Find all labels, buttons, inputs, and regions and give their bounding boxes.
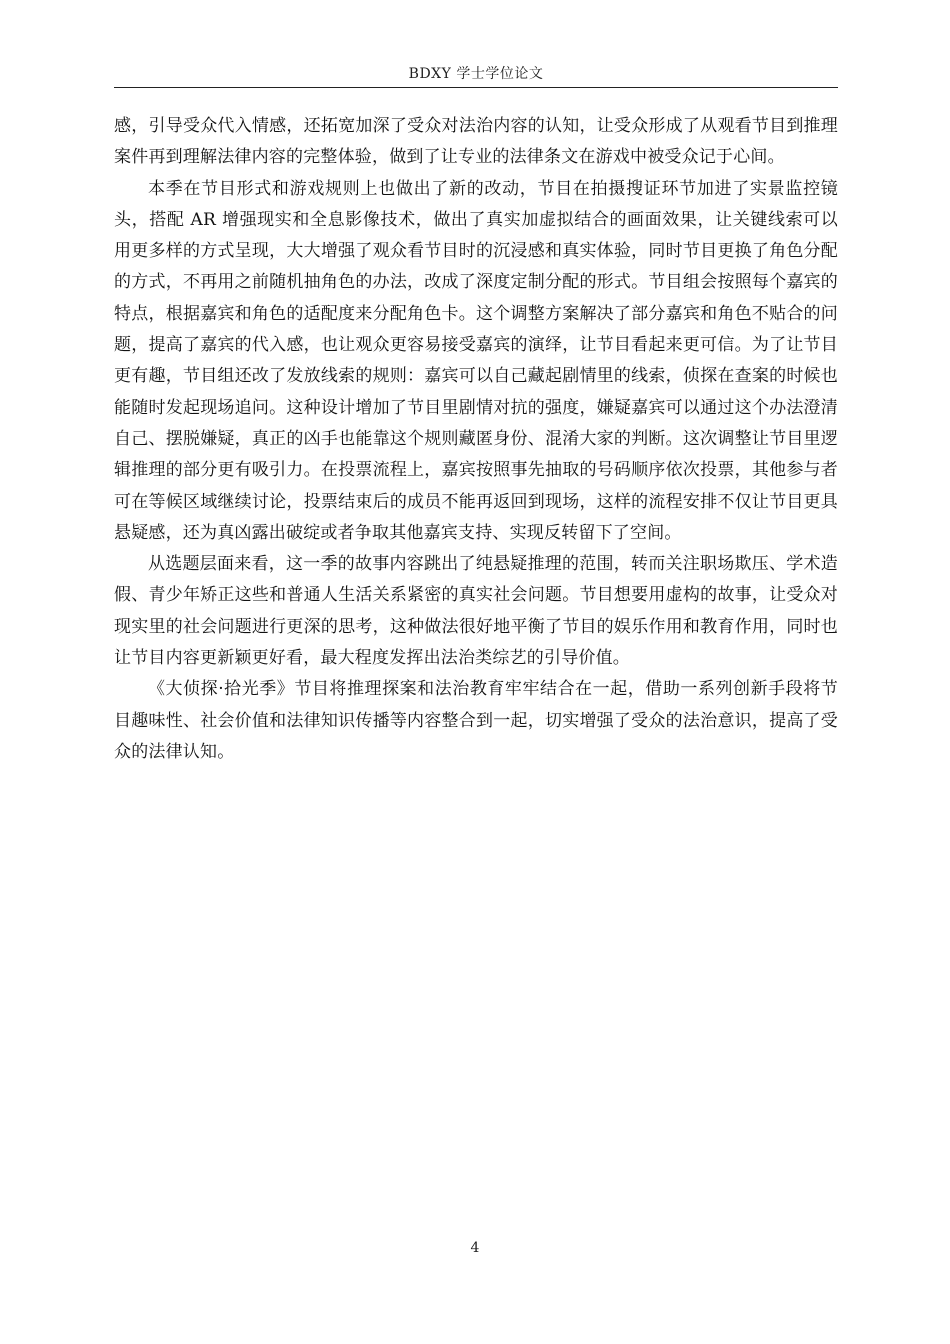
page-body — [114, 111, 838, 768]
paragraph-conclusion: 《大侦探·拾光季》节目将推理探案和法治教育牢牢结合在一起，借助一系列创新手段将节目趣味性、社会价值和法律知识传播等内容整合到一起，切实增强了受众的法治意识，提高了受众的法律认知。 — [114, 679, 838, 762]
paragraph-continued: 感，引导受众代入情感，还拓宽加深了受众对法治内容的认知，让受众形成了从观看节目到推理案件再到理解法律内容的完整体验，做到了让专业的法律条文在游戏中被受众记于心间。 — [114, 116, 838, 168]
page-number: 4 — [470, 1240, 480, 1256]
paragraph-topic-selection: 从选题层面来看，这一季的故事内容跳出了纯悬疑推理的范围，转而关注职场欺压、学术造假、青少年矫正这些和普通人生活关系紧密的真实社会问题。节目想要用虚构的故事，让受众对现实里的社会问题进行更深的思考，这种做法很好地平衡了节目的娱乐作用和教育作用，同时也让节目内容更新颖更好看，最大程度发挥出法治类综艺的引导价值。 — [114, 554, 838, 669]
paragraph-format-changes: 本季在节目形式和游戏规则上也做出了新的改动，节目在拍摄搜证环节加进了实景监控镜头，搭配 AR 增强现实和全息影像技术，做出了真实加虚拟结合的画面效果，让关键线索可以用更多样的方式呈现，大大增强了观众看节目时的沉浸感和真实体验，同时节目更换了角色分配的方式，不再用之前随机抽角色的办法，改成了深度定制分配的形式。节目组会按照每个嘉宾的特点，根据嘉宾和角色的适配度来分配角色卡。这个调整方案解决了部分嘉宾和角色不贴合的问题，提高了嘉宾的代入感，也让观众更容易接受嘉宾的演绎，让节目看起来更可信。为了让节目更有趣，节目组还改了发放线索的规则：嘉宾可以自己藏起剧情里的线索，侦探在查案的时候也能随时发起现场追问。这种设计增加了节目里剧情对抗的强度，嫌疑嘉宾可以通过这个办法澄清自己、摆脱嫌疑，真正的凶手也能靠这个规则藏匿身份、混淆大家的判断。这次调整让节目里逻辑推理的部分更有吸引力。在投票流程上，嘉宾按照事先抽取的号码顺序依次投票，其他参与者可在等候区域继续讨论，投票结束后的成员不能再返回到现场，这样的流程安排不仅让节目更具悬疑感，还为真凶露出破绽或者争取其他嘉宾支持、实现反转留下了空间。 — [114, 178, 838, 543]
header-divider — [114, 87, 838, 88]
running-header: BDXY 学士学位论文 — [408, 66, 544, 82]
